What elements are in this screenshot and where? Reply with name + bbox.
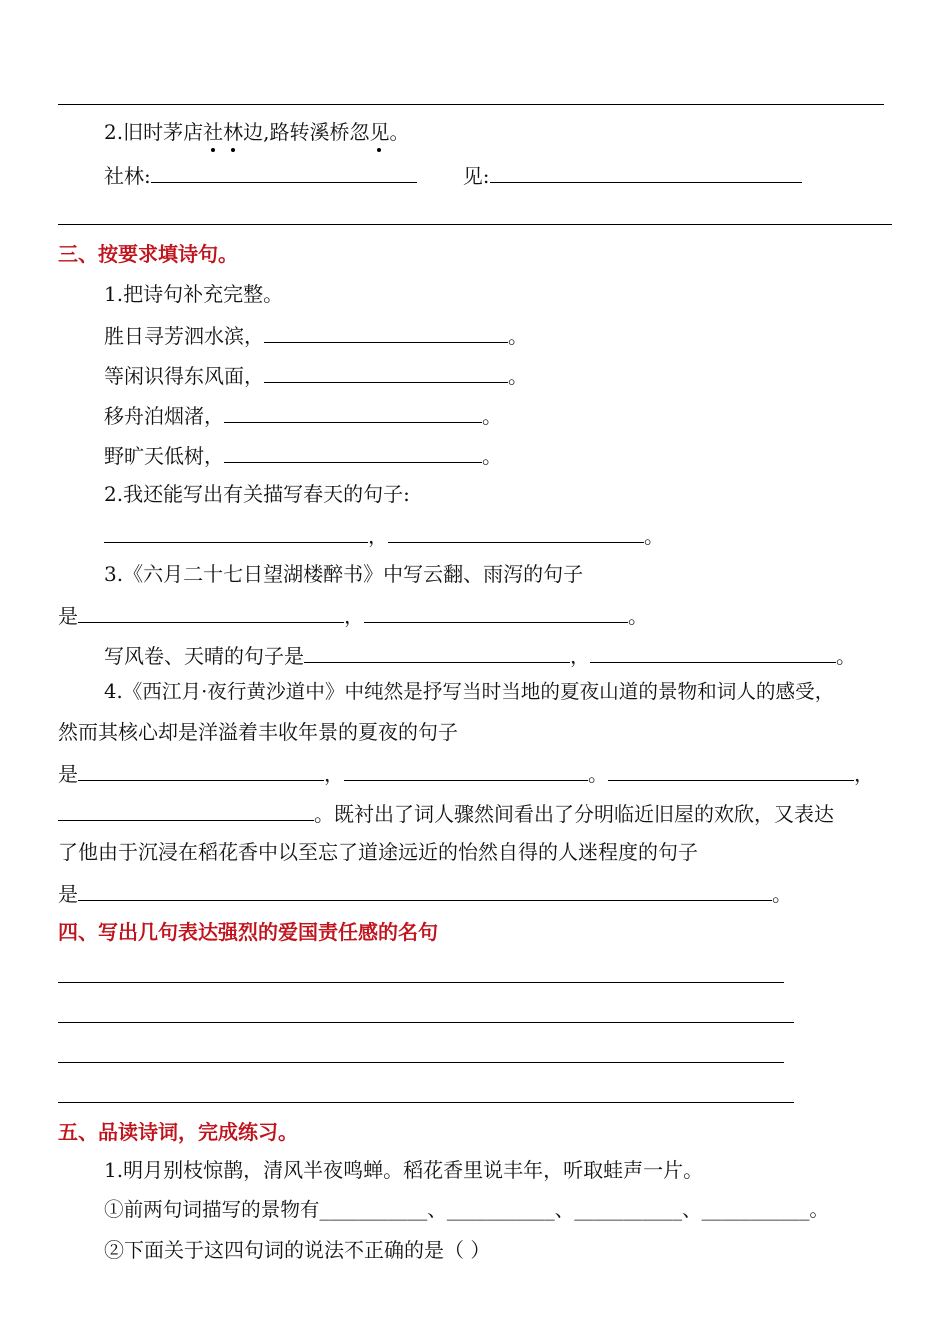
sec3-q4-answer1: 是 ， 。 ， — [58, 758, 874, 788]
answer-blank[interactable] — [78, 878, 772, 901]
dot-mark-jian: 见 — [369, 120, 390, 144]
sec3-q4-answer2: 。既衬出了词人骤然间看出了分明临近旧屋的欢欣，又表达 — [58, 798, 834, 828]
answer-blank[interactable] — [364, 600, 628, 623]
answer-line[interactable] — [58, 1102, 794, 1103]
answer-line[interactable] — [58, 1022, 794, 1023]
sec3-q4a: 4.《西江月·夜行黄沙道中》中纯然是抒写当时当地的夏夜山道的景物和词人的感受， — [104, 680, 835, 703]
sec3-line4: 野旷天低树， 。 — [104, 440, 502, 470]
answer-blank[interactable] — [590, 640, 836, 663]
answer-blank[interactable] — [58, 798, 314, 821]
section-5-heading: 五、品读诗词，完成练习。 — [58, 1120, 298, 1144]
answer-blank[interactable] — [264, 360, 508, 383]
sec3-q2: 2.我还能写出有关描写春天的句子: — [104, 482, 410, 506]
sec3-line2: 等闲识得东风面， 。 — [104, 360, 528, 390]
answer-blank[interactable] — [608, 758, 854, 781]
sec2-q2-text: 2.旧时茅店社林边,路转溪桥忽见。 — [104, 120, 410, 144]
answer-blank[interactable] — [78, 758, 324, 781]
sec3-q3: 3.《六月二十七日望湖楼醉书》中写云翻、雨泻的句子 — [104, 562, 584, 586]
answer-blank[interactable] — [304, 640, 570, 663]
answer-blank[interactable] — [104, 520, 368, 543]
sec3-q4b: 然而其核心却是洋溢着丰收年景的夏夜的句子 — [58, 720, 458, 744]
label-shelin: 社林: — [104, 164, 151, 188]
sec3-q4-answer3: 是 。 — [58, 878, 792, 908]
answer-blank[interactable] — [264, 320, 508, 343]
dot-mark-she: 社 — [203, 120, 224, 144]
sec3-q3b: 写风卷、天晴的句子是 ， 。 — [104, 640, 856, 670]
sec3-q3-answer: 是 ， 。 — [58, 600, 648, 630]
answer-line[interactable] — [58, 224, 892, 225]
answer-line[interactable] — [58, 1062, 784, 1063]
answer-blank[interactable] — [224, 440, 482, 463]
label-jian: 见: — [462, 164, 490, 188]
answer-blank[interactable] — [224, 400, 482, 423]
answer-blank-jian[interactable] — [490, 160, 802, 183]
section-4-heading: 四、写出几句表达强烈的爱国责任感的名句 — [58, 920, 438, 944]
sec5-poem: 1.明月别枝惊鹊，清风半夜鸣蝉。稻花香里说丰年，听取蛙声一片。 — [104, 1158, 704, 1182]
top-rule — [58, 104, 884, 105]
answer-blank[interactable] — [344, 758, 588, 781]
dot-mark-lin: 林 — [223, 120, 244, 144]
sec3-q1: 1.把诗句补充完整。 — [104, 282, 284, 306]
sec2-answer-row — [104, 160, 802, 190]
answer-line[interactable] — [58, 982, 784, 983]
section-3-heading: 三、按要求填诗句。 — [58, 242, 238, 266]
sec3-line3: 移舟泊烟渚， 。 — [104, 400, 502, 430]
answer-blank-shelin[interactable] — [151, 160, 417, 183]
answer-blank[interactable] — [78, 600, 344, 623]
sec5-q1: ①前两句词描写的景物有___________、___________、___________、___________。 — [104, 1198, 829, 1221]
answer-blank[interactable] — [388, 520, 644, 543]
sec5-q2: ②下面关于这四句词的说法不正确的是（ ） — [104, 1238, 491, 1262]
sec3-q2-answer: ， 。 — [104, 520, 664, 550]
sec3-q4d: 了他由于沉浸在稻花香中以至忘了道途远近的怡然自得的人迷程度的句子 — [58, 840, 698, 864]
sec3-line1: 胜日寻芳泗水滨， 。 — [104, 320, 528, 350]
